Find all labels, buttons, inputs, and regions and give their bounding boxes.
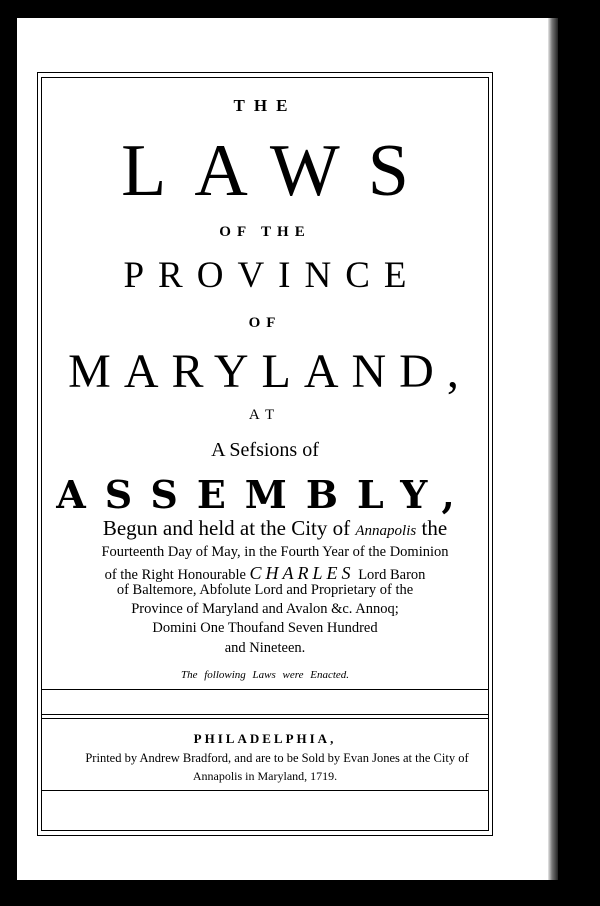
body-line-4: of Baltemore, Abfolute Lord and Proprietary of the: [116, 582, 414, 598]
begun-city: Annapolis: [355, 523, 417, 539]
begun-end: the: [421, 516, 448, 540]
title-laws: LAWS: [121, 130, 437, 212]
title-at: AT: [248, 407, 282, 423]
divider-rule: [41, 718, 489, 719]
title-assembly: ASSEMBLY,: [56, 472, 474, 517]
begun-line: [45, 518, 505, 539]
imprint-printed: Printed by Andrew Bradford, and are to be Sold by Evan Jones at the City of: [85, 751, 469, 765]
imprint-city: PHILADELPHIA,: [193, 731, 337, 746]
begun-text: Begun and held at the City of: [102, 516, 351, 540]
body-line-3: [41, 564, 489, 583]
line3-end: Lord Baron: [358, 567, 426, 583]
body-line-2: Fourteenth Day of May, in the Fourth Year of the Dominion: [101, 544, 449, 560]
body-line-5: Province of Maryland and Avalon &c. Annoq;: [131, 601, 399, 617]
body-line-6: Domini One Thoufand Seven Hundred: [152, 620, 378, 636]
divider-rule: [41, 714, 489, 715]
title-province: PROVINCE: [123, 255, 421, 296]
line3-name: CHARLES: [249, 563, 355, 583]
title-the: THE: [233, 96, 297, 115]
line3-start: of the Right Honourable: [104, 567, 246, 583]
divider-rule: [41, 790, 489, 791]
page-edge: [548, 18, 558, 880]
divider-rule: [41, 689, 489, 690]
title-sessions: A Sefsions of: [211, 439, 319, 461]
body-line-7: and Nineteen.: [224, 640, 306, 656]
title-of: OF: [248, 315, 282, 331]
title-maryland: MARYLAND,: [68, 345, 472, 398]
title-of-the: OF THE: [219, 224, 311, 240]
scan-speck: [586, 379, 590, 382]
imprint-place: Annapolis in Maryland, 1719.: [192, 769, 338, 783]
enacted-line: The following Laws were Enacted.: [180, 669, 350, 681]
